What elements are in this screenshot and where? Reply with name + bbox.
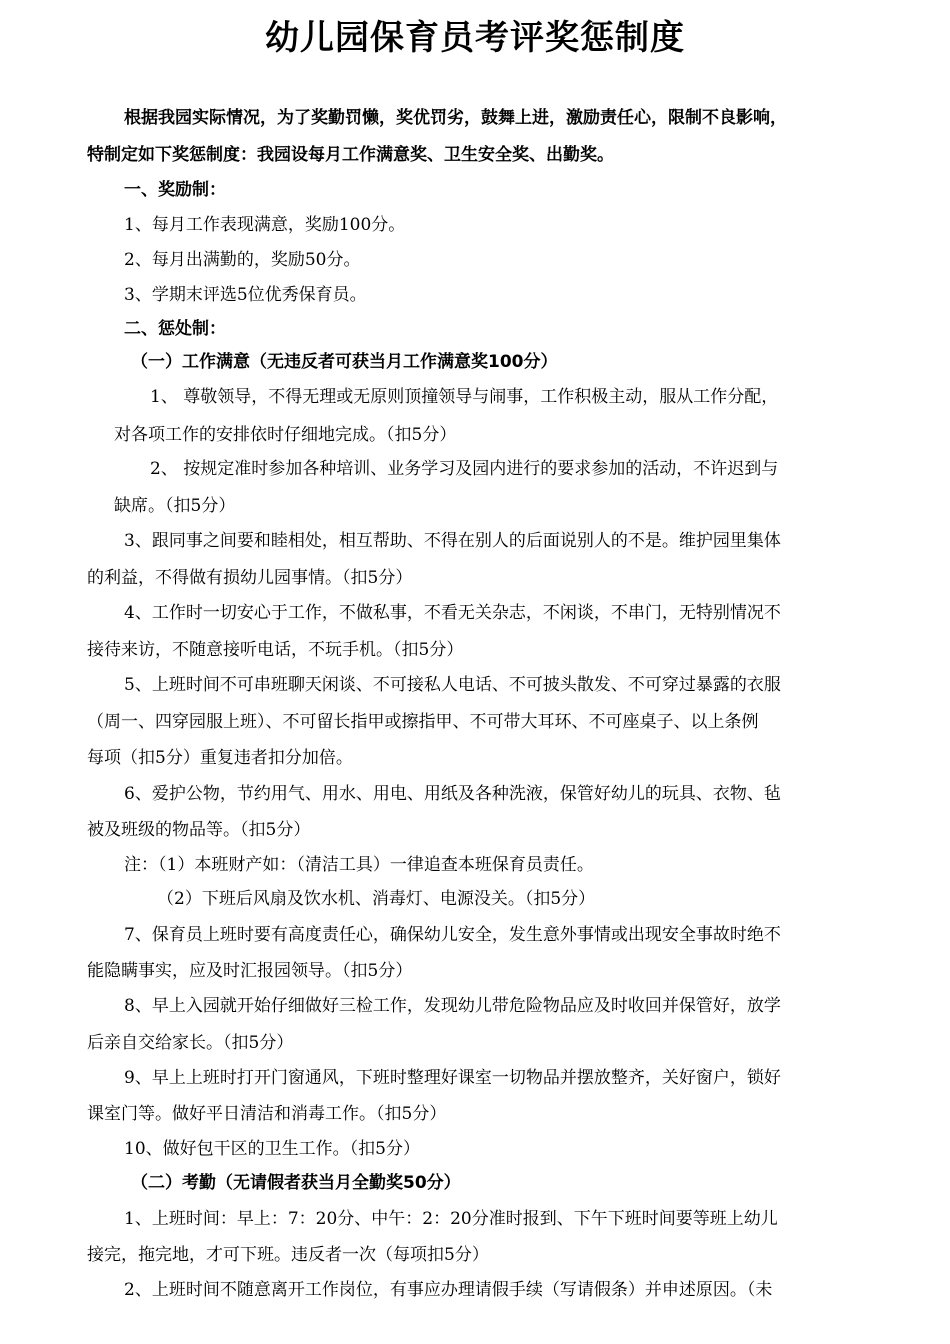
- reward-item-3: 3、学期末评选5位优秀保育员。: [124, 285, 367, 305]
- subsection-heading-work: （一）工作满意（无违反者可获当月工作满意奖100分）: [131, 352, 558, 372]
- rule-10-line-1: 10、做好包干区的卫生工作。（扣5分）: [124, 1139, 420, 1159]
- rule-6-line-2: 被及班级的物品等。（扣5分）: [87, 820, 311, 840]
- intro-line-2: 特制定如下奖惩制度：我园设每月工作满意奖、卫生安全奖、出勤奖。: [87, 145, 614, 165]
- rule-2-line-2: 缺席。（扣5分）: [114, 496, 236, 516]
- rule-1-line-1: 1、 尊敬领导，不得无理或无原则顶撞领导与闹事，工作积极主动，服从工作分配，: [150, 387, 779, 407]
- attendance-rule-1-line-2: 接完，拖完地，才可下班。违反者一次（每项扣5分）: [87, 1245, 489, 1265]
- rule-4-line-2: 接待来访，不随意接听电话，不玩手机。（扣5分）: [87, 640, 464, 660]
- rule-2-line-1: 2、 按规定准时参加各种培训、业务学习及园内进行的要求参加的活动，不许迟到与: [150, 459, 779, 479]
- rule-8-line-2: 后亲自交给家长。（扣5分）: [87, 1033, 294, 1053]
- attendance-rule-2-line-1: 2、上班时间不随意离开工作岗位，有事应办理请假手续（写请假条）并申述原因。（未: [124, 1280, 773, 1300]
- reward-item-2: 2、每月出满勤的，奖励50分。: [124, 250, 361, 270]
- rule-7-line-1: 7、保育员上班时要有高度责任心，确保幼儿安全，发生意外事情或出现安全事故时绝不: [124, 925, 781, 945]
- rule-6-line-1: 6、爱护公物，节约用气、用水、用电、用纸及各种洗液，保管好幼儿的玩具、衣物、毡: [124, 784, 781, 804]
- subsection-heading-attendance: （二）考勤（无请假者获当月全勤奖50分）: [131, 1173, 461, 1193]
- rule-9-line-1: 9、早上上班时打开门窗通风，下班时整理好课室一切物品并摆放整齐，关好窗户，锁好: [124, 1068, 781, 1088]
- reward-item-1: 1、每月工作表现满意，奖励100分。: [124, 215, 406, 235]
- rule-9-line-2: 课室门等。做好平日清洁和消毒工作。（扣5分）: [87, 1104, 447, 1124]
- rule-5-line-3: 每项（扣5分）重复违者扣分加倍。: [87, 748, 353, 768]
- rule-4-line-1: 4、工作时一切安心于工作，不做私事，不看无关杂志，不闲谈，不串门，无特别情况不: [124, 603, 781, 623]
- page-title: 幼儿园保育员考评奖惩制度: [265, 18, 685, 58]
- rule-1-line-2: 对各项工作的安排依时仔细地完成。（扣5分）: [114, 425, 457, 445]
- rule-5-line-1: 5、上班时间不可串班聊天闲谈、不可接私人电话、不可披头散发、不可穿过暴露的衣服: [124, 675, 781, 695]
- rule-3-line-1: 3、跟同事之间要和睦相处，相互帮助、不得在别人的后面说别人的不是。维护园里集体: [124, 531, 781, 551]
- rule-3-line-2: 的利益，不得做有损幼儿园事情。（扣5分）: [87, 568, 413, 588]
- note-line-2: （2）下班后风扇及饮水机、消毒灯、电源没关。（扣5分）: [157, 889, 596, 909]
- rule-5-line-2: （周一、四穿园服上班）、不可留长指甲或擦指甲、不可带大耳环、不可座桌子、以上条例: [87, 712, 759, 732]
- section-heading-rewards: 一、奖励制：: [124, 180, 226, 200]
- intro-line-1: 根据我园实际情况，为了奖勤罚懒，奖优罚劣，鼓舞上进，激励责任心，限制不良影响，: [124, 108, 787, 128]
- note-line-1: 注：（1）本班财产如：（清洁工具）一律追查本班保育员责任。: [124, 855, 594, 875]
- rule-7-line-2: 能隐瞒事实，应及时汇报园领导。（扣5分）: [87, 961, 413, 981]
- attendance-rule-1-line-1: 1、上班时间：早上：7：20分、中午：2：20分准时报到、下午下班时间要等班上幼儿: [124, 1209, 778, 1229]
- section-heading-penalties: 二、惩处制：: [124, 319, 226, 339]
- rule-8-line-1: 8、早上入园就开始仔细做好三检工作，发现幼儿带危险物品应及时收回并保管好，放学: [124, 996, 781, 1016]
